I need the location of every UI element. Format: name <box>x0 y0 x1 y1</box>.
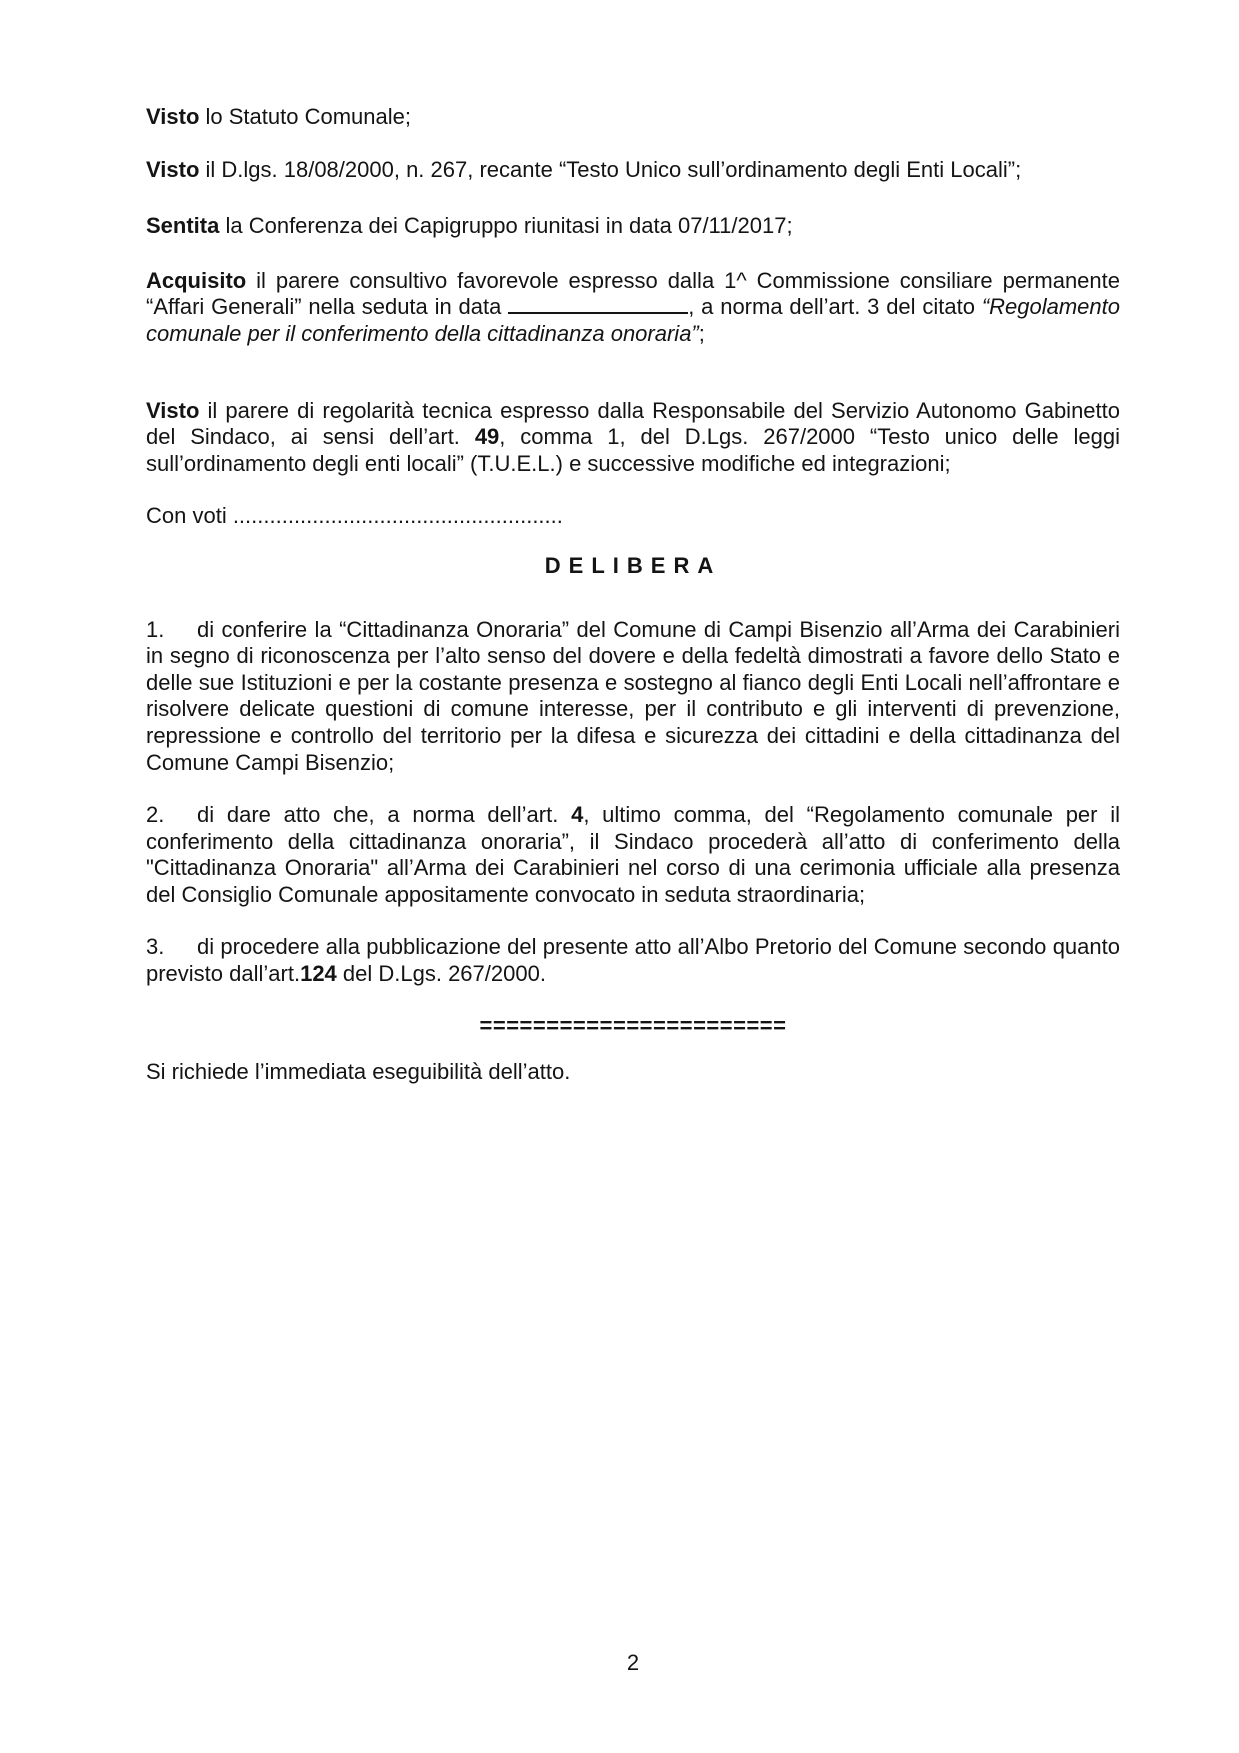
page-number: 2 <box>626 1650 640 1675</box>
item-number: 2. <box>146 802 165 828</box>
paragraph-text: di conferire la “Cittadinanza Onoraria” del Comune di Campi Bisenzio all’Arma dei Carabinieri in segno di riconoscenza per l’alto senso del dovere e della fedeltà dimostrati a favore dello Stato e delle sue Istituzioni e per la costante presenza e sostegno al fianco degli Enti Locali nell’affrontare e risolvere delicate questioni di comune interesse, per il contributo e gli interventi di prevenzione, repressione e controllo del territorio per la difesa e sicurezza dei cittadini e della cittadinanza del Comune Campi Bisenzio; <box>146 616 1120 775</box>
paragraph-text: , a norma dell’art. 3 del citato <box>688 294 982 320</box>
paragraph-sentita <box>146 213 1120 240</box>
paragraph-con-voti <box>146 503 1120 530</box>
paragraph-text: la Conferenza dei Capigruppo riunitasi in data 07/11/2017; <box>219 213 793 239</box>
lead-word: Visto <box>146 156 200 182</box>
paragraph-text: ; <box>698 320 705 346</box>
paragraph-acquisito <box>146 268 1120 348</box>
paragraph-text: lo Statuto Comunale; <box>199 104 411 129</box>
lead-word: Acquisito <box>146 267 247 293</box>
lead-word: Visto <box>146 104 200 129</box>
paragraph-visto-parere <box>146 398 1120 478</box>
paragraph-text: il D.lgs. 18/08/2000, n. 267, recante “Testo Unico sull’ordinamento degli Enti Locali”; <box>199 156 1022 182</box>
date-blank-field <box>508 312 688 314</box>
document-body <box>146 104 1120 1086</box>
lead-word: Visto <box>146 397 200 423</box>
paragraph-text: il parere consultivo favorevole espresso dalla 1^ Commissione consiliare permanente “Affari Generali” nella seduta in data <box>146 267 1120 320</box>
paragraph-text: , ultimo comma, del “Regolamento comunale per il conferimento della cittadinanza onoraria”, il Sindaco procederà all’atto di conferimento della "Cittadinanza Onoraria" all’Arma dei Carabinieri nel corso di una cerimonia ufficiale alla presenza del Consiglio Comunale appositamente convocato in seduta straordinaria; <box>146 802 1120 907</box>
paragraph-text: di dare atto che, a norma dell’art. <box>197 802 572 828</box>
delibera-heading: DELIBERA <box>544 552 722 578</box>
paragraph-text: Con voti ...................................................... <box>146 503 563 529</box>
paragraph-text: , comma 1, del D.Lgs. 267/2000 “Testo unico delle leggi sull’ordinamento degli enti locali” (T.U.E.L.) e successive modifiche ed integrazioni; <box>146 424 1121 476</box>
lead-word: Sentita <box>146 213 220 239</box>
paragraph-visto-statuto <box>146 104 1120 131</box>
item-number: 3. <box>146 934 165 960</box>
paragraph-visto-dlgs <box>146 157 1120 184</box>
deliberation-item-1 <box>146 617 1120 777</box>
item-number: 1. <box>146 616 165 642</box>
deliberation-item-2 <box>146 802 1120 908</box>
paragraph-text: del D.Lgs. 267/2000. <box>336 961 546 987</box>
paragraph-text: il parere di regolarità tecnica espresso dalla Responsabile del Servizio Autonomo Gabinetto del Sindaco, ai sensi dell’art. <box>146 397 1120 450</box>
paragraph-text: di procedere alla pubblicazione del presente atto all’Albo Pretorio del Comune secondo quanto previsto dall’art. <box>146 934 1120 987</box>
article-number-bold: 124 <box>300 961 337 987</box>
article-number-bold: 49 <box>474 424 500 450</box>
deliberation-item-3 <box>146 934 1120 987</box>
article-number-bold: 4 <box>571 802 584 828</box>
closing-statement: Si richiede l’immediata eseguibilità dell’atto. <box>146 1059 571 1085</box>
equals-separator: ======================= <box>479 1012 787 1038</box>
regulation-title-italic: “Regolamento comunale per il conferimento della cittadinanza onoraria” <box>146 294 1120 346</box>
